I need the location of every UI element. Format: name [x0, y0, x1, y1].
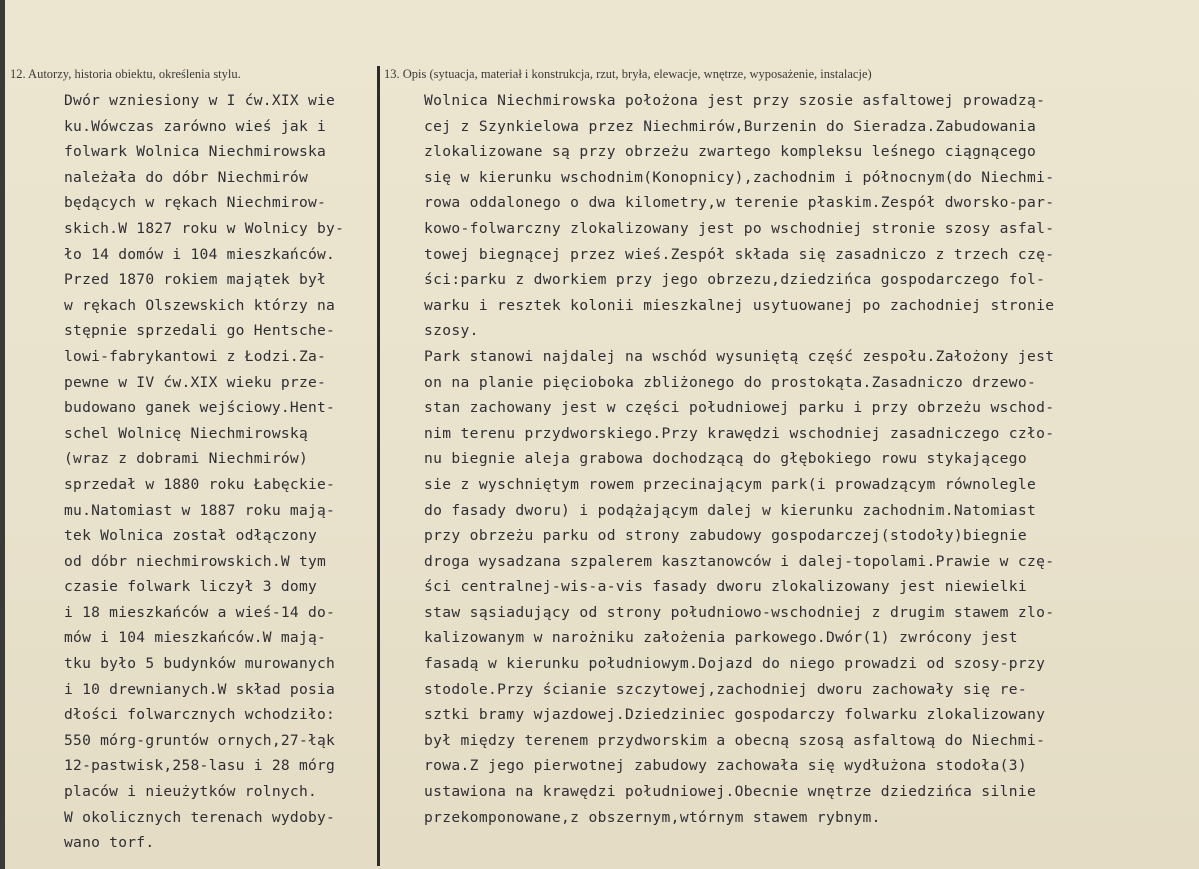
text-line: i 10 drewnianych.W skład posia	[64, 680, 336, 698]
text-line: (wraz z dobrami Niechmirów)	[64, 450, 308, 468]
text-line: folwark Wolnica Niechmirowska	[64, 143, 327, 161]
text-line: zlokalizowane są przy obrzeżu zwartego kompleksu leśnego ciągnącego	[424, 143, 1037, 161]
text-line: mów i 104 mieszkańców.W mają-	[64, 629, 327, 647]
text-line: tku było 5 budynków murowanych	[64, 655, 336, 673]
text-line: towej biegnącej przez wieś.Zespół składa się zasadniczo z trzech czę-	[424, 245, 1055, 263]
text-line: stodole.Przy ścianie szczytowej,zachodniej dworu zachowały się re-	[424, 680, 1027, 698]
text-line: droga wysadzana szpalerem kasztanowców i dalej-topolami.Prawie w czę-	[424, 552, 1055, 570]
text-line: Wolnica Niechmirowska położona jest przy szosie asfaltowej prowadzą-	[424, 92, 1046, 109]
text-line: ustawiona na krawędzi południowej.Obecnie wnętrze dziedzińca silnie	[424, 783, 1037, 801]
text-line: stan zachowany jest w części południowej parku i przy obrzeżu wschod-	[424, 399, 1055, 417]
text-line: czasie folwark liczył 3 domy	[64, 578, 318, 596]
text-line: ści centralnej-wis-a-vis fasady dworu zlokalizowany jest niewielki	[424, 578, 1027, 596]
text-line: kowo-folwarczny zlokalizowany jest po wschodniej stronie szosy asfal-	[424, 219, 1055, 237]
text-line: pewne w IV ćw.XIX wieku prze-	[64, 373, 327, 391]
text-line: 550 mórg-gruntów ornych,27-łąk	[64, 731, 336, 749]
text-line: od dóbr niechmirowskich.W tym	[64, 552, 327, 570]
text-line: schel Wolnicę Niechmirowską	[64, 424, 308, 442]
text-line: i 18 mieszkańców a wieś-14 do-	[64, 603, 336, 621]
text-line: Przed 1870 rokiem majątek był	[64, 271, 327, 289]
text-line: rowa oddalonego o dwa kilometry,w terenie płaskim.Zespół dworsko-par-	[424, 194, 1055, 212]
text-line: do fasady dworu) i podążającym dalej w kierunku zachodnim.Natomiast	[424, 501, 1037, 519]
text-line: Park stanowi najdalej na wschód wysuniętą część zespołu.Założony jest	[424, 347, 1055, 365]
text-line: budowano ganek wejściowy.Hent-	[64, 399, 336, 417]
text-line: lowi-fabrykantowi z Łodzi.Za-	[64, 347, 327, 365]
text-line: ści:parku z dworkiem przy jego obrzezu,dziedzińca gospodarczego fol-	[424, 271, 1046, 289]
section-13-heading: 13. Opis (sytuacja, materiał i konstrukcja, rzut, bryła, elewacje, wnętrze, wyposażenie, instalacje)	[384, 67, 872, 81]
text-line: przy obrzeżu parku od strony zabudowy gospodarczej(stodoły)biegnie	[424, 527, 1027, 545]
text-line: staw sąsiadujący od strony południowo-wschodniej z drugim stawem zlo-	[424, 603, 1055, 621]
section-12-heading: 12. Autorzy, historia obiektu, określenia stylu.	[10, 67, 241, 81]
text-line: sie z wyschniętym rowem przecinającym park(i prowadzącym równolegle	[424, 475, 1037, 493]
text-line: będących w rękach Niechmirow-	[64, 194, 327, 212]
text-line: stępnie sprzedali go Hentsche-	[64, 322, 336, 340]
text-line: był między terenem przydworskim a obecną szosą asfaltową do Niechmi-	[424, 731, 1046, 749]
text-line: Dwór wzniesiony w I ćw.XIX wie	[64, 92, 336, 109]
text-line: on na planie pięcioboka zbliżonego do prostokąta.Zasadniczo drzewo-	[424, 373, 1037, 391]
description-text-column	[424, 88, 1184, 830]
text-line: szosy.	[424, 322, 479, 340]
text-line: warku i resztek kolonii mieszkalnej usytuowanej po zachodniej stronie	[424, 296, 1055, 314]
page-edge	[0, 0, 5, 869]
text-line: dłości folwarcznych wchodziło:	[64, 706, 336, 724]
text-line: 12-pastwisk,258-lasu i 28 mórg	[64, 757, 336, 775]
text-line: cej z Szynkielowa przez Niechmirów,Burzenin do Sieradza.Zabudowania	[424, 117, 1037, 135]
text-line: kalizowanym w narożniku założenia parkowego.Dwór(1) zwrócony jest	[424, 629, 1018, 647]
text-line: sztki bramy wjazdowej.Dziedziniec gospodarczy folwarku zlokalizowany	[424, 706, 1046, 724]
text-line: W okolicznych terenach wydoby-	[64, 808, 336, 826]
text-line: fasadą w kierunku południowym.Dojazd do niego prowadzi od szosy-przy	[424, 655, 1046, 673]
text-line: sprzedał w 1880 roku Łabęckie-	[64, 475, 336, 493]
text-line: w rękach Olszewskich którzy na	[64, 296, 336, 314]
text-line: przekomponowane,z obszernym,wtórnym stawem rybnym.	[424, 808, 881, 826]
text-line: należała do dóbr Niechmirów	[64, 168, 308, 186]
text-line: się w kierunku wschodnim(Konopnicy),zachodnim i północnym(do Niechmi-	[424, 168, 1055, 186]
text-line: ło 14 domów i 104 mieszkańców.	[64, 245, 336, 263]
text-line: mu.Natomiast w 1887 roku mają-	[64, 501, 336, 519]
text-line: tek Wolnica został odłączony	[64, 527, 318, 545]
text-line: ku.Wówczas zarówno wieś jak i	[64, 117, 327, 135]
column-divider	[377, 66, 380, 866]
text-line: rowa.Z jego pierwotnej zabudowy zachowała się wydłużona stodoła(3)	[424, 757, 1027, 775]
text-line: wano torf.	[64, 834, 155, 852]
history-text-column	[64, 88, 376, 856]
text-line: placów i nieużytków rolnych.	[64, 783, 318, 801]
text-line: nu biegnie aleja grabowa dochodzącą do głębokiego rowu stykającego	[424, 450, 1027, 468]
text-line: nim terenu przydworskiego.Przy krawędzi wschodniej zasadniczego czło-	[424, 424, 1055, 442]
text-line: skich.W 1827 roku w Wolnicy by-	[64, 219, 345, 237]
